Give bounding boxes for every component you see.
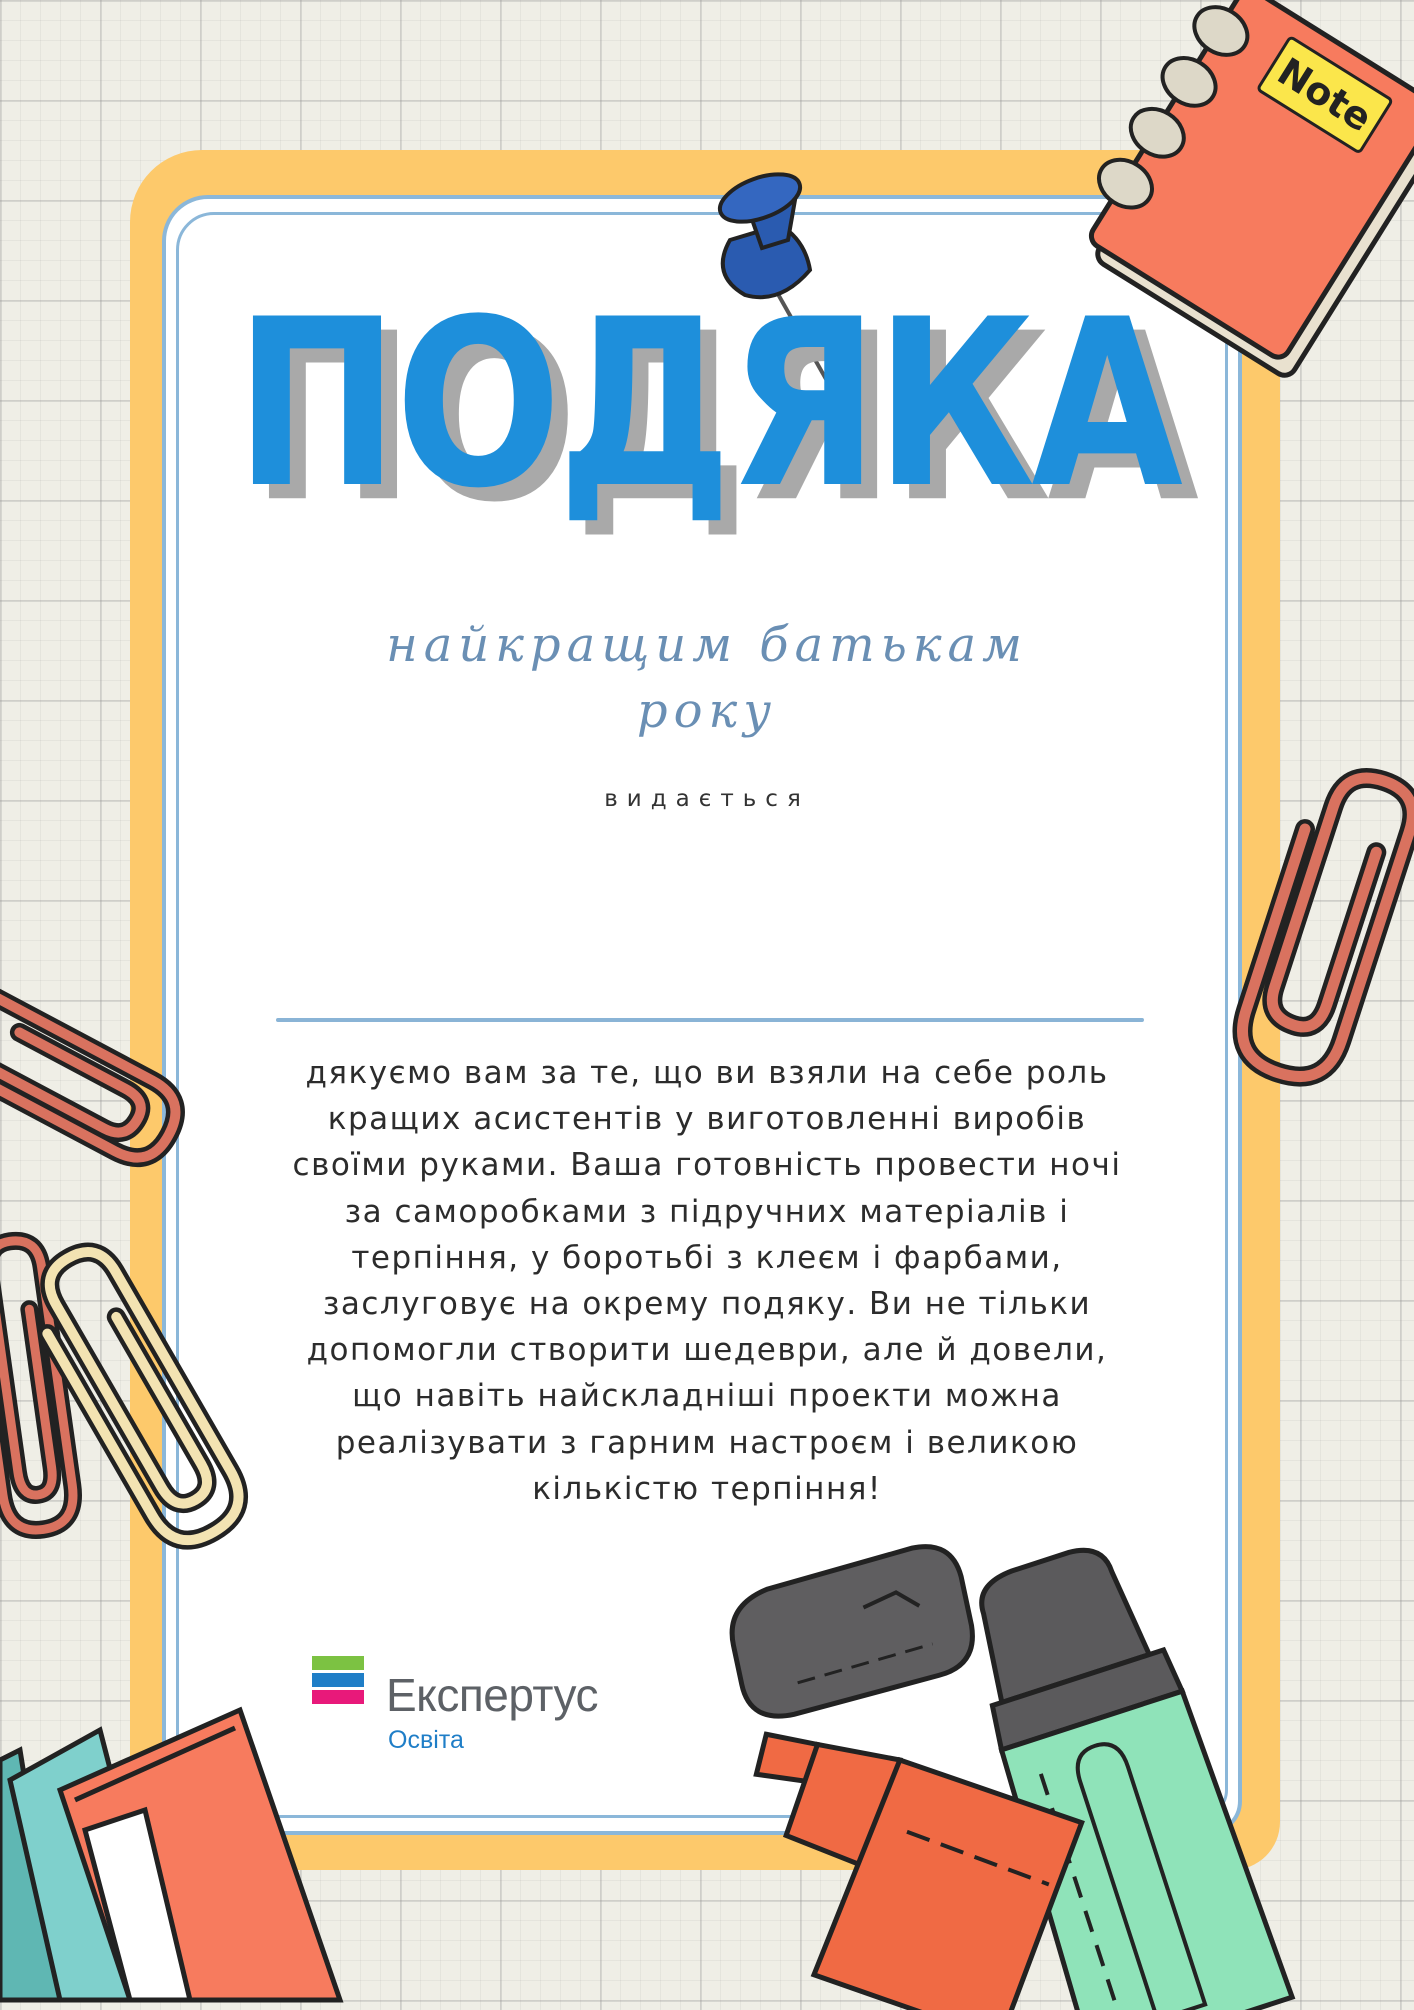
certificate-body-text (240, 1050, 1174, 1512)
body-line: терпіння, у боротьбі з клеєм і фарбами, (351, 1239, 1063, 1276)
logo-name: Експертус (386, 1669, 598, 1721)
certificate-title: ПОДЯКА (234, 270, 1180, 540)
binders-icon (0, 1690, 360, 2000)
body-line: дякуємо вам за те, що ви взяли на себе роль (305, 1055, 1109, 1091)
certificate-subtitle (350, 612, 1064, 744)
body-line: за саморобками з підручних матеріалів і (344, 1193, 1070, 1230)
recipient-name-line (276, 1018, 1144, 1022)
body-line: кращих асистентів у виготовленні виробів (327, 1101, 1087, 1138)
body-line: що навіть найскладніші проекти можна (352, 1378, 1062, 1415)
body-line: кількістю терпіння! (532, 1470, 882, 1507)
paper-clip-icon (40, 1250, 270, 1570)
note-sticker-label: Note (1270, 49, 1380, 141)
expertus-logo (312, 1656, 612, 1756)
issued-label: видається (604, 786, 810, 812)
body-line: допомогли створити шедеври, але й довели, (306, 1332, 1108, 1369)
logo-subtitle: Освіта (388, 1726, 464, 1754)
marker-cap-icon (720, 1550, 990, 1730)
paper-clip-icon (0, 930, 190, 1160)
highlighter-red-icon (700, 1760, 1040, 2000)
highlighter-mint-icon (1000, 1530, 1300, 2010)
subtitle-line-2: року (636, 683, 778, 739)
body-line: реалізувати з гарним настроєм і великою (335, 1424, 1079, 1461)
paper-clip-icon (1230, 780, 1414, 1110)
subtitle-line-1: найкращим батькам (386, 617, 1028, 673)
body-line: своїми руками. Ваша готовність провести ночі (292, 1147, 1122, 1184)
body-line: заслуговує на окрему подяку. Ви не тільки (322, 1286, 1092, 1323)
